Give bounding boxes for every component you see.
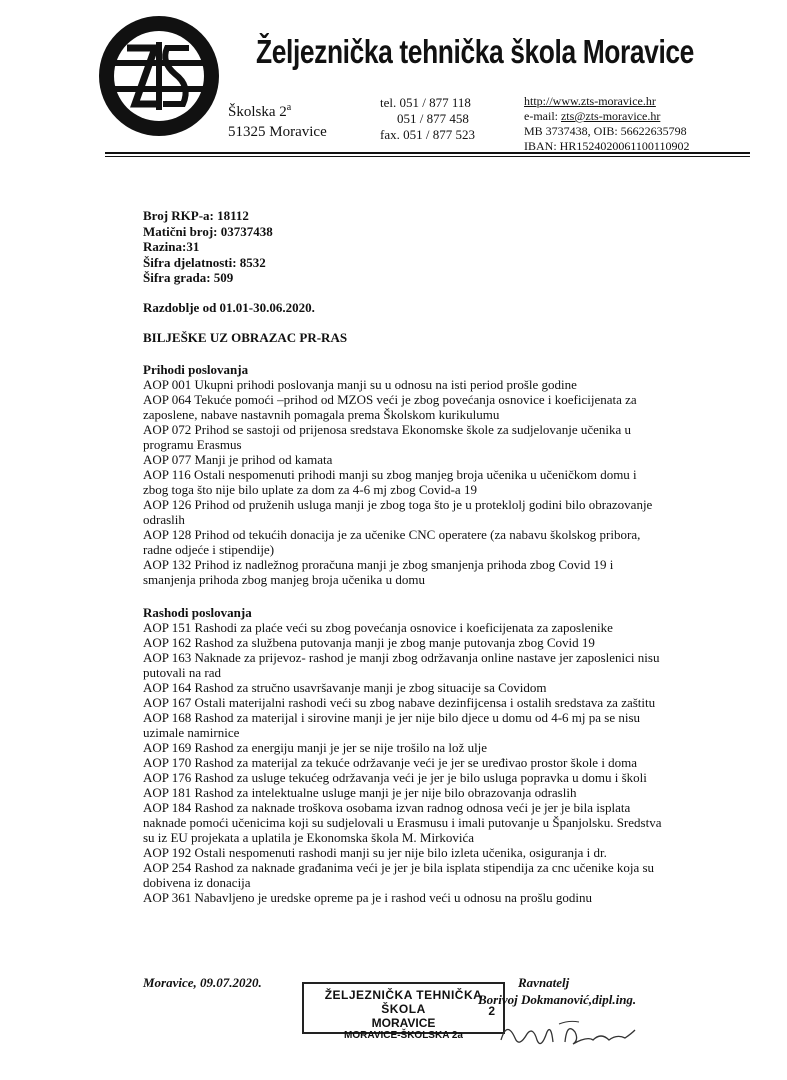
stamp-line-2: MORAVICE: [371, 1016, 436, 1030]
list-item: AOP 164 Rashod za stručno usavršavanje manji je zbog situacije sa Covidom: [143, 680, 547, 695]
list-item: AOP 162 Rashod za službena putovanja manji je zbog manje putovanja zbog Covid 19: [143, 635, 595, 650]
phone-block: [380, 95, 475, 143]
stamp-number: 2: [488, 1004, 495, 1018]
level: Razina:31: [143, 239, 200, 254]
email-label: e-mail:: [524, 109, 561, 123]
list-item: AOP 001 Ukupni prihodi poslovanja manji su u odnosu na isti period prošle godine: [143, 377, 577, 392]
phone-2: 051 / 877 458: [397, 111, 469, 126]
phone-1: tel. 051 / 877 118: [380, 95, 471, 110]
header-divider: [105, 152, 750, 154]
activity-code: Šifra djelatnosti: 8532: [143, 254, 266, 270]
fax: fax. 051 / 877 523: [380, 127, 475, 142]
stamp-line-1: ŽELJEZNIČKA TEHNIČKA ŠKOLA: [324, 988, 483, 1016]
header-divider-thin: [105, 156, 750, 157]
list-item: AOP 170 Rashod za materijal za tekuće održavanje veći je jer se uređivao prostor škole i doma: [143, 755, 638, 770]
signer-title: Ravnatelj: [518, 975, 570, 990]
list-item: AOP 072 Prihod se sastoji od prijenosa sredstava Ekonomske škole za sudjelovanje učenika u programu Erasmus: [143, 422, 632, 452]
list-item: AOP 254 Rashod za naknade građanima veći je jer je bila isplata stipendija za cnc učenike koja su dobivena iz donacija: [143, 860, 655, 890]
list-item: AOP 181 Rashod za intelektualne usluge manji je jer nije bilo obrazovanja odraslih: [143, 785, 577, 800]
address-city: 51325 Moravice: [228, 124, 327, 140]
stamp-line-3: MORAVICE-ŠKOLSKA 2a: [344, 1030, 463, 1041]
identification-block: [143, 208, 273, 286]
income-title: Prihodi poslovanja: [143, 362, 249, 377]
email-link[interactable]: zts@zts-moravice.hr: [560, 109, 661, 123]
period: Razdoblje od 01.01-30.06.2020.: [143, 300, 315, 315]
expense-section: [143, 605, 663, 905]
list-item: AOP 167 Ostali materijalni rashodi veći su zbog nabave dezinfijcensa i ostalih sredstava za zaštitu: [143, 695, 656, 710]
school-logo: [97, 12, 222, 140]
list-item: AOP 132 Prihod iz nadležnog proračuna manji je zbog smanjenja prihoda zbog Covid 19 i smanjenja prihoda zbog manjeg broja učenika u domu: [143, 557, 614, 587]
address-street: Školska 2: [228, 104, 287, 120]
list-item: AOP 128 Prihod od tekućih donacija je za učenike CNC operatere (za nabavu školskog pribora, radne odjeće i stipendije): [143, 527, 641, 557]
mb-oib: MB 3737438, OIB: 56622635798: [524, 124, 687, 138]
income-entries: [143, 377, 663, 587]
registration-number: Matični broj: 03737438: [143, 223, 273, 239]
list-item: AOP 151 Rashodi za plaće veći su zbog povećanja osnovice i koeficijenata za zaposlenike: [143, 620, 613, 635]
document-title: BILJEŠKE UZ OBRAZAC PR-RAS: [143, 330, 348, 345]
list-item: AOP 126 Prihod od pruženih usluga manji je zbog toga što je u proteklolj godini bilo obrazovanje odraslih: [143, 497, 653, 527]
list-item: AOP 163 Naknade za prijevoz- rashod je manji zbog održavanja online nastave jer zaposlenici nisu putovali na rad: [143, 650, 660, 680]
list-item: AOP 169 Rashod za energiju manji je jer se nije trošilo na lož ulje: [143, 740, 488, 755]
address-suffix: a: [286, 102, 292, 113]
list-item: AOP 116 Ostali nespomenuti prihodi manji su zbog manjeg broja učenika u učeničkom domu i zbog toga što nije bilo uplate za dom za 4-6 mj zbog Covid-a 19: [143, 467, 637, 497]
rkp-number: Broj RKP-a: 18112: [143, 208, 249, 223]
school-name: Željeznička tehnička škola Moravice: [256, 33, 694, 70]
list-item: AOP 176 Rashod za usluge tekućeg održavanja veći je jer je bilo usluga popravka u domu i školi: [143, 770, 647, 785]
list-item: AOP 184 Rashod za naknade troškova osobama izvan radnog odnosa veći je jer je bila isplata naknade pomoći učenicima koji su sudjelovali u Erasmusu i imali putovanje u Španjolsku. Sredstva su iz EU projekata a uplatila je Ekonomska škola M. Mirkovića: [143, 800, 662, 845]
school-address: [228, 98, 327, 142]
expense-entries: [143, 620, 663, 905]
place-date: Moravice, 09.07.2020.: [143, 975, 262, 990]
city-code: Šifra grada: 509: [143, 270, 234, 285]
handwritten-signature: [493, 1012, 643, 1057]
iban: IBAN: HR1524020061100110902: [524, 139, 690, 153]
list-item: AOP 168 Rashod za materijal i sirovine manji je jer nije bilo djece u domu od 4-6 mj pa se nisu uzimale namirnice: [143, 710, 641, 740]
website-link[interactable]: http://www.zts-moravice.hr: [524, 94, 656, 108]
list-item: AOP 077 Manji je prihod od kamata: [143, 452, 333, 467]
list-item: AOP 361 Nabavljeno je uredske opreme pa je i rashod veći u odnosu na prošlu godinu: [143, 890, 593, 905]
expense-title: Rashodi poslovanja: [143, 605, 252, 620]
income-section: [143, 362, 663, 587]
list-item: AOP 064 Tekuće pomoći –prihod od MZOS veći je zbog povećanja osnovice i koeficijenata za zaposlene, nabave nastavnih pomagala prema Školskom kurikulumu: [143, 392, 637, 422]
contact-block: [524, 94, 689, 154]
official-stamp: [302, 982, 505, 1041]
signer-name: Borivoj Dokmanović,dipl.ing.: [478, 992, 637, 1007]
list-item: AOP 192 Ostali nespomenuti rashodi manji su jer nije bilo izleta učenika, osiguranja i dr.: [143, 845, 607, 860]
